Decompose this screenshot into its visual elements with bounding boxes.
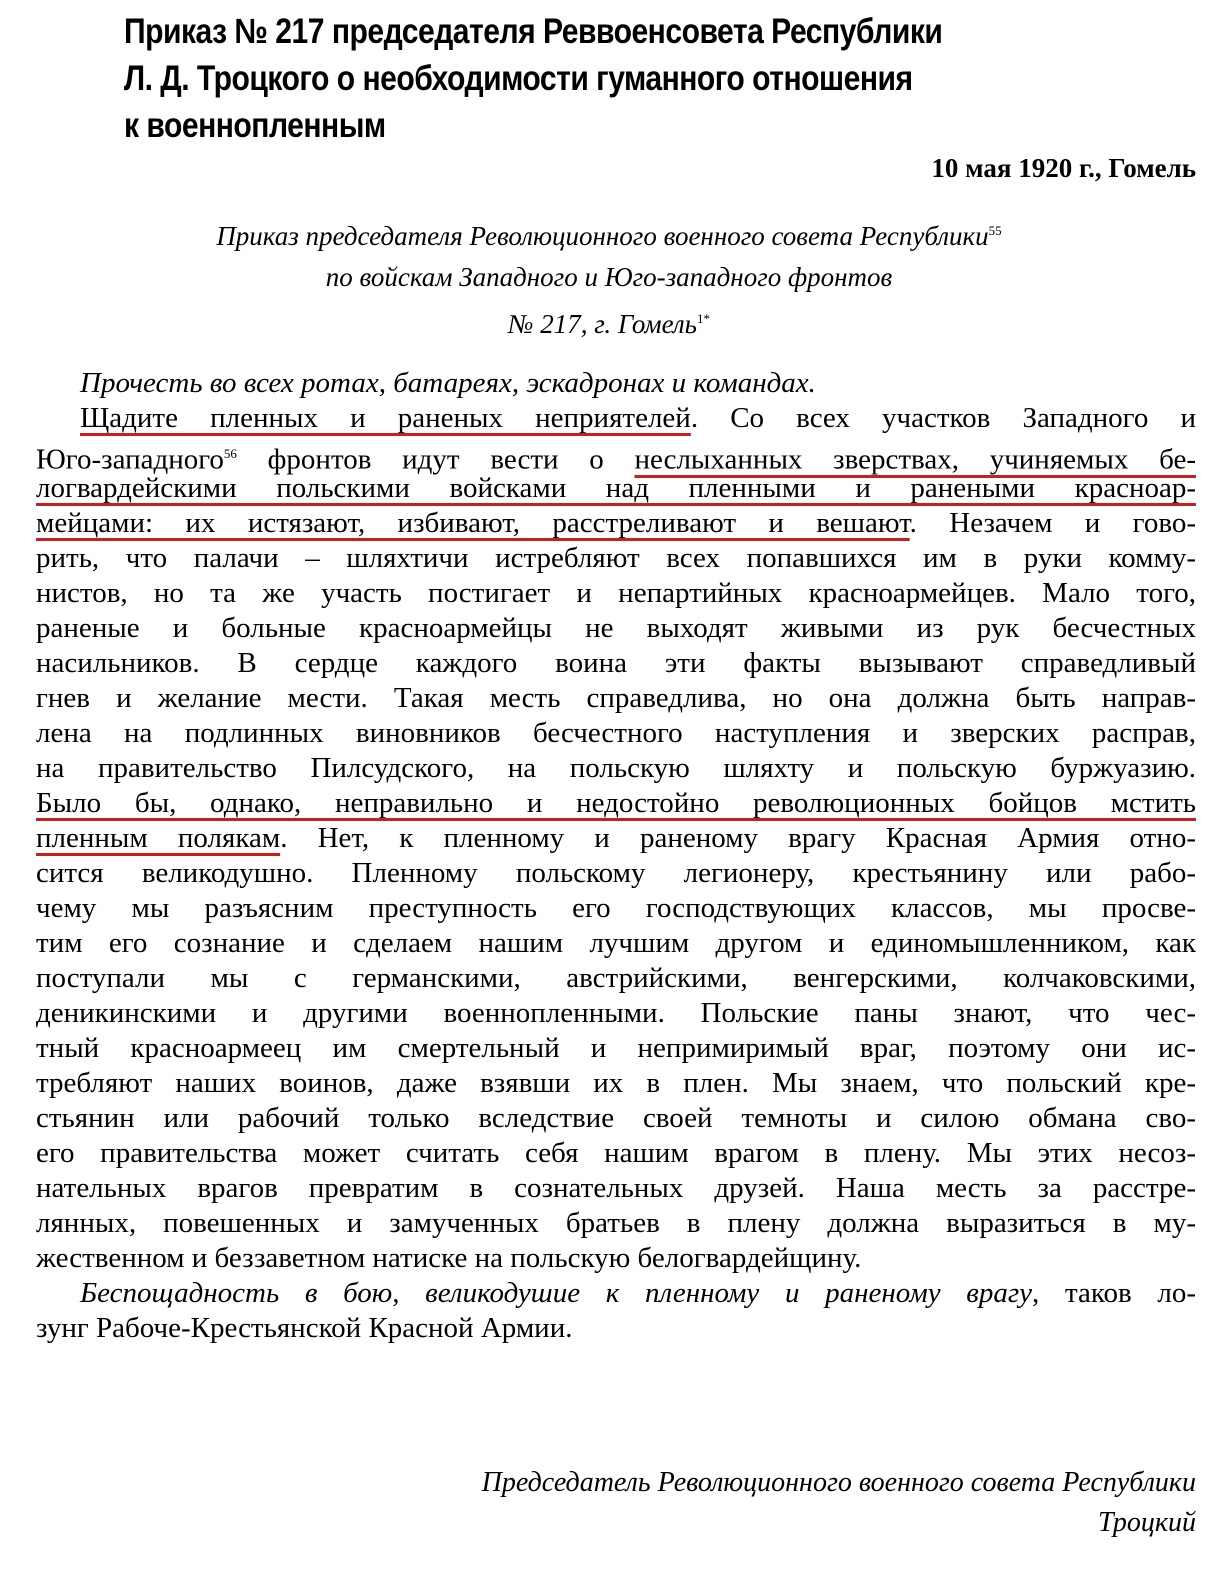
subtitle-text-1: Приказ председателя Революционного военного совета Республики xyxy=(216,221,989,251)
highlighted-phrase: логвардейскими польскими войсками над пленными и ранеными красноар- xyxy=(36,472,1196,504)
signature-name: Троцкий xyxy=(1098,1507,1196,1538)
body-line: раненые и больные красноармейцы не выходят живыми из рук бесчестных xyxy=(36,612,1196,644)
highlighted-phrase: Было бы, однако, неправильно и недостойно революционных бойцов мстить xyxy=(36,787,1196,819)
body-line xyxy=(36,471,1196,506)
body-line xyxy=(36,821,1196,856)
body-line: на правительство Пилсудского, на польскую шляхту и польскую буржуазию. xyxy=(36,752,1196,784)
slogan-line xyxy=(36,1276,1196,1311)
subtitle-line-3 xyxy=(40,298,1178,345)
highlighted-phrase: мейцами: их истязают, избивают, расстреливают и вешают xyxy=(36,507,910,539)
body-line: насильников. В сердце каждого воина эти факты вызывают справедливый xyxy=(36,647,1196,679)
body-line: сится великодушно. Пленному польскому легионеру, крестьянину или рабо- xyxy=(36,857,1196,889)
subtitle-text-3: № 217, г. Гомель xyxy=(508,309,697,339)
body-line: зунг Рабоче-Крестьянской Красной Армии. xyxy=(36,1312,573,1344)
subtitle-line-1 xyxy=(40,210,1178,257)
body-text: Юго-западного xyxy=(36,443,224,476)
body-line: жественном и беззаветном натиске на польскую белогвардейщину. xyxy=(36,1242,862,1274)
body-line: нистов, но та же участь постигает и непартийных красноармейцев. Мало того, xyxy=(36,577,1196,609)
highlighted-phrase: неслыханных зверствах, учиняемых бе- xyxy=(634,443,1196,476)
body-text: . Незачем и гово- xyxy=(909,507,1196,539)
body-line: нательных врагов превратим в сознательных друзей. Наша месть за расстре- xyxy=(36,1172,1196,1204)
body-line: тим его сознание и сделаем нашим лучшим другом и единомышленником, как xyxy=(36,927,1196,959)
footnote-ref-55: 55 xyxy=(988,223,1002,238)
slogan-italic: Беспощадность в бою, великодушие к пленному и раненому врагу xyxy=(80,1277,1033,1309)
body-line: деникинскими и другими военнопленными. Польские паны знают, что чес- xyxy=(36,997,1196,1029)
highlighted-phrase: пленным полякам xyxy=(36,822,281,854)
body-line: требляют наших воинов, даже взявши их в плен. Мы знаем, что польский кре- xyxy=(36,1067,1196,1099)
body-text: . Нет, к пленному и раненому врагу Красная Армия отно- xyxy=(280,822,1196,854)
body-line xyxy=(36,506,1196,541)
body-line: лена на подлинных виновников бесчестного наступления и зверских расправ, xyxy=(36,717,1196,749)
body-text: фронтов идут вести о xyxy=(236,443,635,476)
document-subtitle xyxy=(40,210,1178,345)
body-line xyxy=(36,436,1196,476)
signature-block xyxy=(482,1463,1196,1543)
body-line xyxy=(36,401,1196,436)
body-line: стьянин или рабочий только вследствие своей темноты и силою обмана сво- xyxy=(36,1102,1196,1134)
read-instruction: Прочесть во всех ротах, батареях, эскадронах и командах. xyxy=(80,367,816,399)
body-line: его правительства может считать себя нашим врагом в плену. Мы этих несоз- xyxy=(36,1137,1196,1169)
body-line: чему мы разъясним преступность его господствующих классов, мы просве- xyxy=(36,892,1196,924)
document-title xyxy=(124,8,1036,149)
title-line-2: Л. Д. Троцкого о необходимости гуманного отношения xyxy=(124,59,913,98)
body-line: тный красноармеец им смертельный и непримиримый враг, поэтому они ис- xyxy=(36,1032,1196,1064)
body-line: рить, что палачи – шляхтичи истребляют всех попавшихся им в руки комму- xyxy=(36,542,1196,574)
body-line: лянных, повешенных и замученных братьев в плену должна выразиться в му- xyxy=(36,1207,1196,1239)
document-date: 10 мая 1920 г., Гомель xyxy=(931,153,1196,183)
body-line xyxy=(36,786,1196,821)
subtitle-line-2: по войскам Западного и Юго-западного фронтов xyxy=(325,262,893,292)
body-text: . Со всех участков Западного и xyxy=(690,402,1196,434)
signature-position: Председатель Революционного военного совета Республики xyxy=(481,1467,1196,1498)
body-line: поступали мы с германскими, австрийскими, венгерскими, колчаковскими, xyxy=(36,962,1196,994)
footnote-ref-56: 56 xyxy=(223,446,237,461)
title-line-1: Приказ № 217 председателя Реввоенсовета Республики xyxy=(124,12,943,51)
title-line-3: к военнопленным xyxy=(124,106,386,145)
body-text: , таков ло- xyxy=(1032,1277,1196,1309)
highlighted-phrase: Щадите пленных и раненых неприятелей xyxy=(80,402,691,434)
document-body xyxy=(36,366,1196,1346)
footnote-ref-1: 1* xyxy=(696,311,710,326)
body-line: гнев и желание мести. Такая месть справедлива, но она должна быть направ- xyxy=(36,682,1196,714)
